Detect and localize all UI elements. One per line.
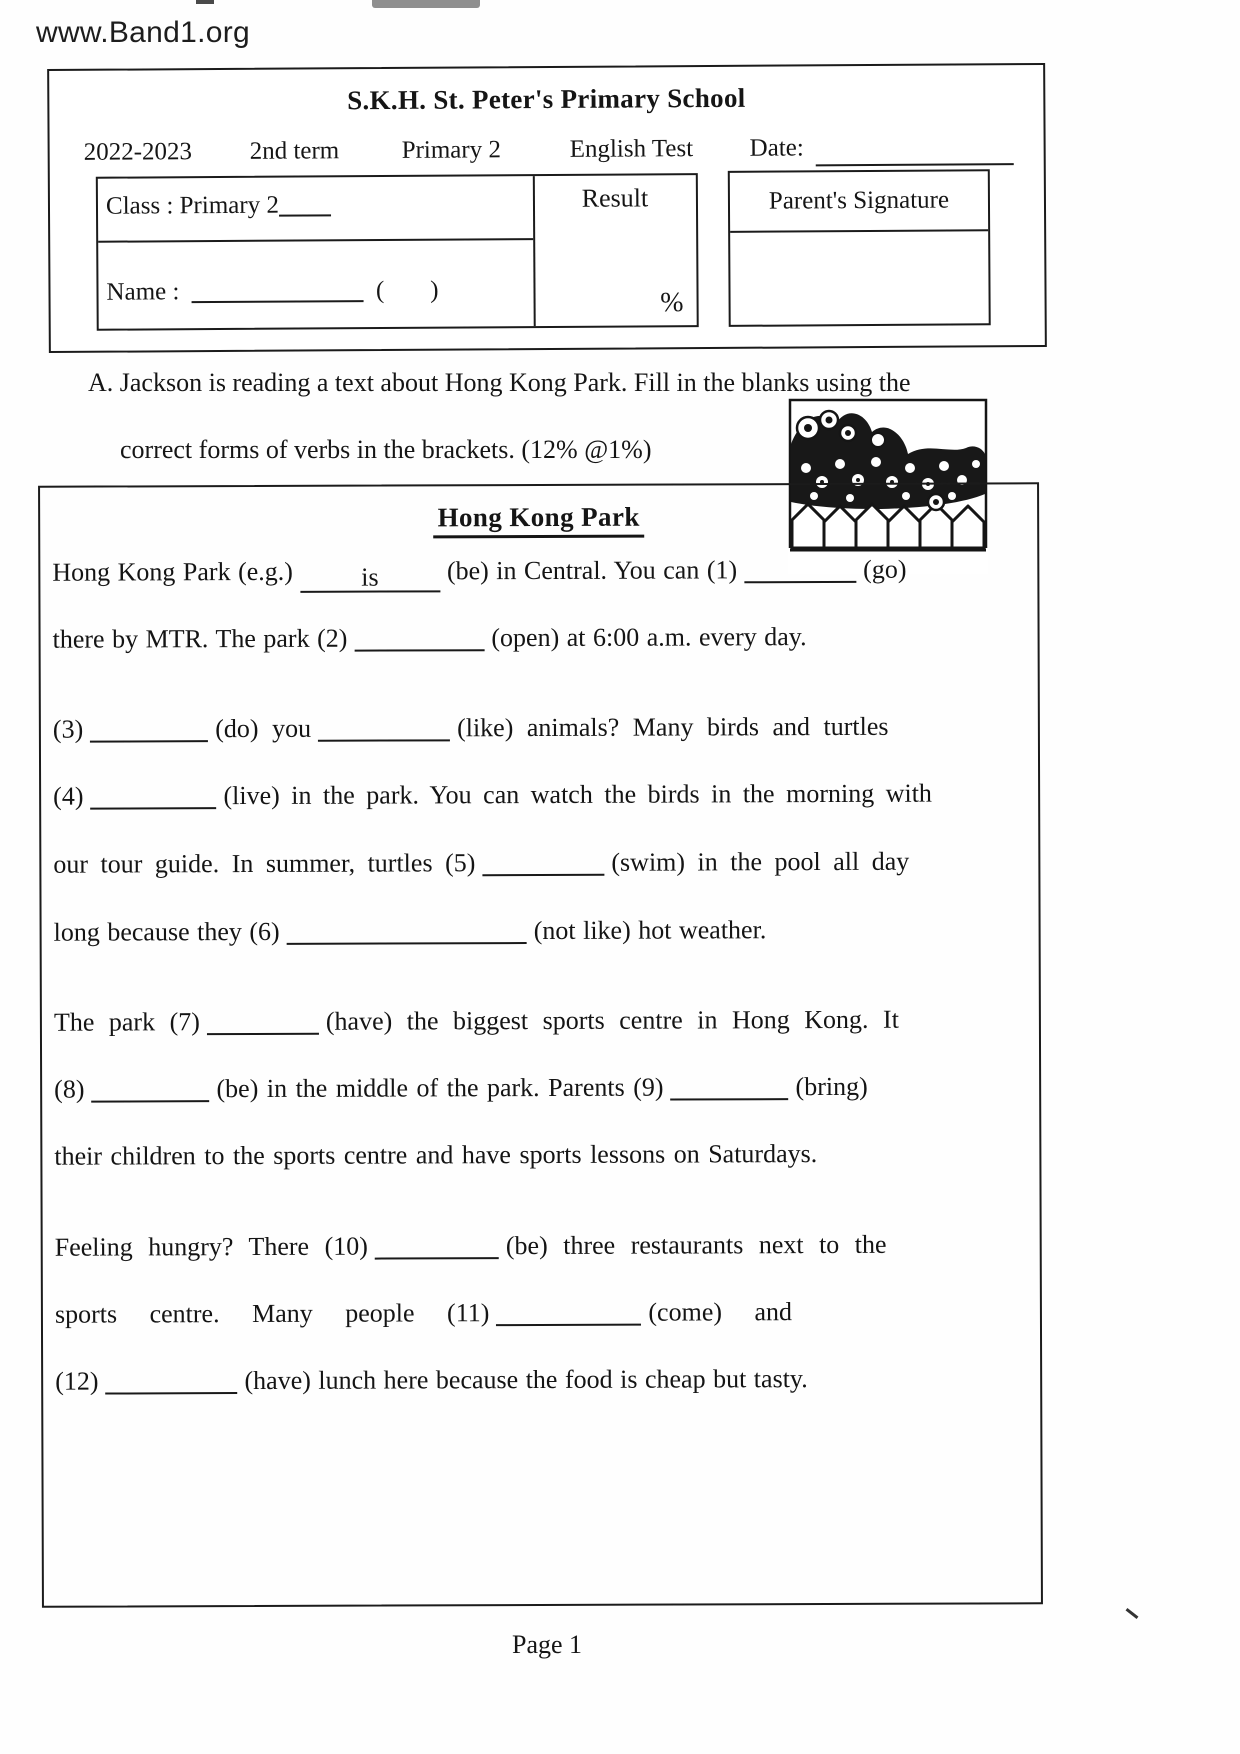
subject-label: English Test: [569, 135, 694, 163]
passage-text: (do) you: [215, 713, 312, 744]
passage-text: (4): [53, 781, 84, 811]
school-year-label: 2022-2023: [83, 138, 193, 166]
passage-line: [53, 621, 1030, 654]
percent-sign: %: [660, 287, 684, 319]
term-label: 2nd term: [249, 137, 340, 165]
passage-box: [38, 482, 1043, 1607]
class-number-paren-open: (: [375, 276, 385, 305]
parent-signature-box: [728, 169, 991, 327]
passage-text: (bring): [795, 1071, 868, 1102]
passage-line: [55, 1363, 1032, 1396]
passage-line: [55, 1229, 1032, 1262]
passage-line: [54, 1138, 1031, 1171]
passage-line: [53, 711, 1030, 744]
class-number-paren-close: ): [430, 276, 439, 304]
class-fill-line[interactable]: [279, 194, 331, 216]
passage-text: (swim) in the pool all day: [611, 846, 910, 877]
passage-text: (be) three restaurants next to the: [505, 1229, 887, 1261]
passage-line: [54, 1004, 1031, 1037]
answer-blank-3[interactable]: [90, 716, 208, 742]
school-title: S.K.H. St. Peter's Primary School: [347, 82, 746, 116]
passage-text: (3): [52, 714, 84, 744]
passage-text: (not like) hot weather.: [533, 915, 767, 946]
name-row: [98, 238, 534, 329]
name-fill-line[interactable]: [192, 280, 364, 303]
answer-blank-4[interactable]: [90, 783, 216, 809]
answer-blank-9[interactable]: [670, 1074, 788, 1100]
scan-artifact: [196, 0, 214, 4]
name-label: Name :: [106, 278, 180, 306]
passage-text: their children to the sports centre and have sports lessons on Saturdays.: [54, 1139, 818, 1171]
passage-line: [55, 1296, 1032, 1329]
answer-blank-5[interactable]: [482, 850, 604, 876]
answer-blank-11[interactable]: [496, 1300, 641, 1327]
passage-text: our tour guide. In summer, turtles (5): [53, 848, 476, 879]
passage-line: [54, 914, 1031, 947]
passage-text: (have) lunch here because the food is cheap but tasty.: [244, 1364, 808, 1396]
answer-blank-10[interactable]: [375, 1233, 499, 1259]
section-a-instruction-line1: A. Jackson is reading a text about Hong Kong Park. Fill in the blanks using the: [88, 368, 911, 397]
passage-text: Feeling hungry? There (10): [54, 1231, 368, 1262]
passage-text: (have) the biggest sports centre in Hong Kong. It: [325, 1004, 899, 1036]
scan-artifact: [372, 0, 480, 8]
passage-text: (open) at 6:00 a.m. every day.: [491, 622, 807, 653]
scan-artifact: [1126, 1608, 1139, 1619]
passage-text: (be) in the middle of the park. Parents (9): [216, 1072, 664, 1104]
section-a-instruction-line2: correct forms of verbs in the brackets. (12% @1%): [120, 435, 652, 464]
passage-text: (12): [55, 1366, 99, 1396]
answer-blank-12[interactable]: [105, 1368, 237, 1394]
passage-text: (be) in Central. You can (1): [446, 555, 738, 586]
page-number: Page 1: [512, 1630, 583, 1659]
result-cell: [533, 175, 696, 326]
class-value: Primary 2: [179, 191, 279, 220]
passage-line: [53, 846, 1030, 879]
date-fill-line[interactable]: [816, 125, 1014, 166]
passage-text: (come) and: [648, 1297, 793, 1327]
passage-text: (go): [863, 554, 907, 584]
passage-line: [53, 778, 1030, 811]
passage-line: [54, 1071, 1031, 1104]
answer-blank-6[interactable]: [287, 918, 527, 945]
test-header-box: [47, 63, 1047, 353]
example-answer-blank[interactable]: is: [300, 563, 440, 592]
answer-blank-2[interactable]: [354, 625, 484, 651]
passage-text: (like) animals? Many birds and turtles: [456, 711, 889, 743]
answer-blank-8[interactable]: [91, 1076, 209, 1102]
passage-text: sports centre. Many people (11): [54, 1298, 490, 1329]
result-value-area[interactable]: [545, 223, 685, 286]
parent-signature-area[interactable]: [730, 229, 989, 325]
passage-text: long because they (6): [53, 916, 280, 947]
parent-signature-label: Parent's Signature: [730, 171, 988, 233]
grade-label: Primary 2: [401, 136, 502, 164]
answer-blank-1[interactable]: [744, 557, 856, 583]
passage-text: The park (7): [53, 1007, 200, 1037]
passage-text: Hong Kong Park (e.g.): [52, 556, 293, 587]
class-label: Class :: [105, 192, 174, 220]
class-row: [98, 176, 533, 243]
site-watermark: www.Band1.org: [36, 16, 251, 49]
class-result-table: [96, 173, 699, 331]
passage-line: [52, 554, 1029, 593]
passage-text: (live) in the park. You can watch the birds in the morning with: [223, 778, 932, 811]
result-label: Result: [581, 183, 649, 213]
answer-blank-7[interactable]: [207, 1009, 319, 1035]
passage-text: there by MTR. The park (2): [52, 623, 348, 654]
answer-blank-3b[interactable]: [318, 715, 450, 741]
passage-text: (8): [54, 1074, 85, 1104]
date-label: Date:: [749, 134, 804, 162]
passage-title: Hong Kong Park: [434, 502, 644, 539]
